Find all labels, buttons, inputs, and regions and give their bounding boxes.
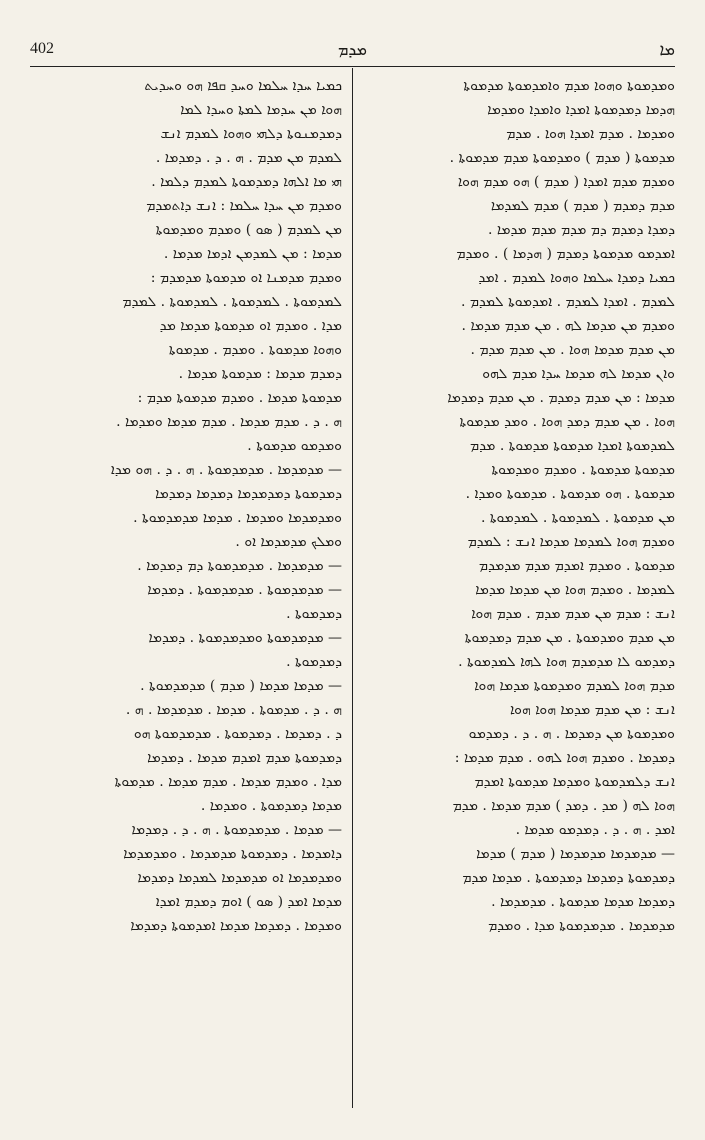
text-line: ܕܡܕܡܘܬܐ ܡܕܡ ܐܡܕܡ ܡܕܡܐ . ܕܡܕܡܐ [147,750,342,766]
text-line: ܕܡܕܡܘܬܐ ܕܡܕܡܐ ܕܡܕܡܘܬܐ . ܡܕܡܐ ܡܕܡ [462,870,675,886]
text-line: — ܡܕܡܐ . ܡܕܡܕܡܘܬܐ . ܗ . ܕ . ܕܡܕܡܐ [131,822,342,838]
text-line: ܗܘܐ . ܡܢ ܡܕܡ ܕܡܕ ܗܘܐ . ܘܡܕ ܡܕܡܘܬܐ [459,414,675,430]
text-line: ܠܡܕܡܐ . ܘܡܕܡ ܗܘܐ ܡܢ ܡܕܡܐ ܡܕܡܐ [475,582,675,598]
text-line: ܡܕܡܘܬܐ ( ܡܕܡ ) ܘܡܕܡܘܬܐ ܡܕܡ ܡܕܡܘܬܐ . [449,150,675,166]
text-line: ܐܢܫ : ܡܕܡ ܡܢ ܡܕܡ ܡܕܡ . ܡܕܡ ܗܘܐ [471,606,675,622]
text-line: — ܡܕܡܕܡܐ . ܡܕܡܕܡܘܬܐ ܕܡ ܕܡܕܡܐ . [137,558,342,574]
header-rule [30,66,675,67]
text-line: ܕܐܡܕܡܐ . ܕܡܕܡܘܬܐ ܡܕܡܕܡܐ . ܘܡܕܡܕܡܐ [123,846,342,862]
text-line: ܠܡܕܡ ܡܢ ܡܕܡ . ܗ . ܕ . ܕܡܕܡܐ . [155,150,342,166]
text-line: ܗ . ܕ . ܡܕܡܘܬܐ . ܡܕܡܐ . ܡܕܡܕܡܐ . ܗ . [125,702,342,718]
text-line: ܗܕܡܐ ܕܡܕܡܘܬܐ ܐܡܕܐ ܘܐܡܕܐ ܘܡܕܡܐ [487,102,675,118]
text-line: ܕܡܕܡ ܡܕܡܐ : ܡܕܡܘܬܐ ܡܕܡܐ . [178,366,342,382]
text-line: ܠܡܕܡܘܬܐ ܐܡܕܐ ܡܕܡܘܬܐ ܡܕܡܘܬܐ . ܡܕܡ [470,438,675,454]
text-line: ܘܡܕܡ ܡܢ ܡܕܡܐ ܠܗ . ܡܢ ܡܕܡ ܡܕܡܐ . [461,318,675,334]
text-line: ܗܝ ܡܐ ܐܠܗܐ ܕܡܕܡܘܬܐ ܠܡܕܡ ܕܠܡܐ . [151,174,342,190]
text-line: ܡܕܡ ܕܡܕܡ ( ܡܕܡ ) ܡܕܡ ܠܡܕܡܐ [490,198,675,214]
text-line: ܡܕܡܐ ܕܡܕܡܘܬܐ . ܘܡܕܡܐ . [200,798,342,814]
text-line: ܡܕܡܘܬܐ . ܗܘ ܡܕܡܘܬܐ . ܡܕܡܘܬܐ ܘܡܕܐ . [465,486,675,502]
text-line: ܕܡܕܐ ܕܡܕܡ ܕܡ ܡܕܡ ܡܕܡ ܡܕܡܐ . [488,222,675,238]
left-column [30,74,342,1104]
text-line: ܘܡܕܡܘܬܐ ܘܗܘܐ ܡܕܡ ܘܐܡܕܡܘܬܐ ܡܕܡܘܬܐ [463,78,675,94]
text-line: ܐܡܕܡܘ ܡܕܡܘܬܐ ܕܡܕܡ ( ܗܕܡܐ ) . ܘܡܕܡ [456,246,675,262]
text-line: ܟܡܝܐ ܕܡܕܐ ܚܠܡܐ ܘܗܘܐ ܠܡܕܡ . ܐܡܕ [478,270,675,286]
text-line: ܘܡܕܡܕܡܐ ܘܡܕܡܐ . ܡܕܡܐ ܡܕܡܕܡܘܬܐ . [133,510,342,526]
text-line: ܘܡܕܡ ܡܕܡܢܐ ܐܘ ܡܕܡܘܬܐ ܡܕܡܕܡ : [150,270,342,286]
text-line: ܘܡܠܟ ܡܕܡܕܡܐ ܐܘ . [235,534,342,550]
text-line: — ܡܕܡܕܡܐ . ܡܕܡܕܡܘܬܐ . ܗ . ܕ . ܗܘ ܡܕܐ [110,462,342,478]
text-line: — ܡܕܡܕܡܐ ܡܕܡܕܡܐ ( ܡܕܡ ) ܡܕܡܐ [476,846,675,862]
text-line: ܕܡܕܡܐ ܡܕܡܐ ܡܕܡܘܬܐ . ܡܕܡܕܡܐ . [491,894,675,910]
text-line: ܡܢ ܡܕܡ ܡܕܡܐ ܗܘܐ . ܡܢ ܡܕܡ ܡܕܡ . [470,342,675,358]
text-line: ܘܡܕܡ ܡܕܡ ܐܡܕܐ ( ܡܕܡ ) ܗܘ ܡܕܡ ܗܘܐ [457,174,675,190]
text-line: — ܡܕܡܕܡܘܬܐ . ܡܕܡܕܡܘܬܐ . ܕܡܕܡܐ [147,582,342,598]
text-line: — ܡܕܡܕܡܘܬܐ ܘܡܕܡܕܡܘܬܐ . ܕܡܕܡܐ [148,630,342,646]
text-line: — ܡܕܡܐ ܡܕܡܐ ( ܡܕܡ ) ܡܕܡܕܡܘܬܐ . [140,678,342,694]
text-line: ܘܡܕܡܐ . ܕܡܕܡܐ ܡܕܡܐ ܐܡܕܡܘܬܐ ܕܡܕܡܐ [130,918,342,934]
text-line: ܡܕܡܘܬܐ ܡܕܡܘܬܐ . ܘܡܕܡ ܘܡܕܡܘܬܐ [491,462,675,478]
text-line: ܡܕܐ . ܘܡܕܡ ܐܘ ܡܕܡܘܬܐ ܡܕܡܐ ܡܕ [159,318,342,334]
text-line: ܗ . ܕ . ܡܕܡ ܡܕܡܐ . ܡܕܡ ܡܕܡܐ ܘܡܕܡܐ . [116,414,342,430]
text-line: ܕܡܕܡܐ . ܘܡܕܡ ܗܘܐ ܠܗܘ . ܡܕܡ ܡܕܡܐ : [454,750,675,766]
text-line: ܐܢܫ : ܡܢ ܡܕܡ ܡܕܡܐ ܗܘܐ ܗܘܐ [509,702,675,718]
right-column [364,74,675,1104]
text-line: ܐܡܕ . ܗ . ܕ . ܕܡܕܡܘ ܡܕܡܐ . [515,822,675,838]
page-header [30,40,675,66]
text-line: ܗܘܐ ܡܢ ܚܕܡܐ ܠܡܬܐ ܘܚܕܐ ܠܡܐ [180,102,342,118]
text-line: ܡܕܡܐ : ܡܢ ܠܡܕܡܢ ܐܕܡܐ ܡܕܡܐ . [163,246,342,262]
entry-head: ܡܐ [659,40,675,59]
text-line: ܘܡܕܡ ܗܘܐ ܠܡܕܡܐ ܡܕܡܐ ܐܢܫ : ܠܡܕܡ [467,534,675,550]
text-line: ܡܕܡܘܬܐ ܡܕܡܐ . ܘܡܕܡ ܡܕܡܘܬܐ ܡܕܡ : [137,390,342,406]
column-divider [352,68,353,1108]
text-line: ܡܢ ܡܕܡ ܘܡܕܡܘܬܐ . ܡܢ ܡܕܡ ܕܡܕܡܘܬܐ [464,630,675,646]
text-line: ܠܡܕܡ . ܐܡܕܐ ܠܡܕܡ . ܐܡܕܡܘܬܐ ܠܡܕܡ . [460,294,675,310]
text-line: ܕܡܕܡܘܬܐ . [286,606,342,622]
text-line: ܕܡܕܡܘ ܠܐ ܡܕܡܕܡ ܗܘܐ ܠܗܐ ܠܡܕܡܘܬܐ . [458,654,675,670]
text-line: ܘܡܕܡܐ . ܡܕܡ ܐܡܕܐ ܗܘܐ . ܡܕܡ [506,126,675,142]
text-line: ܕܡܕܡܢܘܬܐ ܕܠܗܝ ܘܗܘܐ ܠܡܕܡ ܐܢܫ [160,126,342,142]
text-line: ܠܡܕܡܘܬܐ . ܠܡܕܡܘܬܐ . ܠܡܕܡܘܬܐ . ܠܡܕܡ [122,294,342,310]
running-title: ܡܕܡ [338,40,367,59]
text-line: ܡܕܡܐ : ܡܢ ܡܕܡ ܕܡܕܡ . ܡܢ ܡܕܡ ܕܡܕܡܐ [447,390,675,406]
text-line: ܕܡܕܡܘܬܐ . [286,654,342,670]
text-line: ܡܕܡܐ ܐܡܕ ( ܣܘ ) ܐܘܡ ܕܡܕܡ ܐܡܕܐ [155,894,342,910]
text-line: ܗܘܐ ܠܗ ( ܡܕ . ܕܡܕ ) ܡܕܡ ܡܕܡܐ . ܡܕܡ [452,798,675,814]
text-line: ܘܗܘܐ ܡܕܡܘܬܐ . ܘܡܕܡ . ܡܕܡܘܬܐ [168,342,342,358]
text-line: ܘܡܕܡܘܬܐ ܡܢ ܕܡܕܡܐ . ܗ . ܕ . ܕܡܕܡܘ [468,726,675,742]
text-line: ܕ . ܕܡܕܡܐ . ܕܡܕܡܘܬܐ . ܡܕܡܕܡܘܬܐ ܗܘ [133,726,342,742]
text-line: ܕܡܕܡܘܬܐ ܕܡܕܡܕܡܐ ܕܡܕܡܐ ܕܡܕܡܐ [155,486,342,502]
text-line: ܘܡܕܡܘ ܡܕܡܘܬܐ . [247,438,342,454]
text-line: ܐܢܫ ܕܠܡܕܡܘܬܐ ܘܡܕܡܐ ܡܕܡܘܬܐ ܐܡܕܡ [474,774,675,790]
text-line: ܡܢ ܠܡܕܡ ( ܣܘ ) ܘܡܕܡ ܘܡܕܡܘܬܐ [155,222,342,238]
page-number: 402 [30,40,54,57]
text-line: ܡܕܐ . ܘܡܕܡ ܡܕܡܐ . ܡܕܡ ܡܕܡܐ . ܡܕܡܘܬܐ [114,774,342,790]
text-line: ܡܕܡܘܬܐ . ܘܡܕܡ ܐܡܕܡ ܡܕܡ ܡܕܡܕܡ [478,558,675,574]
text-line: ܘܡܕܡ ܡܢ ܚܕܐ ܚܠܡܐ : ܐܢܫ ܕܐܬܡܕܡ [146,198,342,214]
text-line: ܡܢ ܡܕܡܘܬܐ . ܠܡܕܡܘܬܐ . ܠܡܕܡܘܬܐ . [480,510,675,526]
text-line: ܟܡܝܐ ܚܕܐ ܚܠܡܐ ܘܚܕ ܩܦܐ ܗܘ ܘܚܕܝܬ [144,78,342,94]
text-line: ܘܐܢ ܡܕܡܐ ܠܗ ܡܕܡܐ ܚܕܐ ܡܕܡ ܠܗܘ [482,366,675,382]
text-line: ܡܕܡ ܗܘܐ ܠܡܕܡ ܘܡܕܡܘܬܐ ܡܕܡܐ ܗܘܐ [474,678,675,694]
text-line: ܡܕܡܕܡܐ . ܡܕܡܕܡܘܬܐ ܡܕܐ . ܘܡܕܡ [488,918,675,934]
text-line: ܘܡܕܡܕܡܐ ܐܘ ܡܕܡܕܡܐ ܠܡܕܡܐ ܕܡܕܡܐ [137,870,342,886]
